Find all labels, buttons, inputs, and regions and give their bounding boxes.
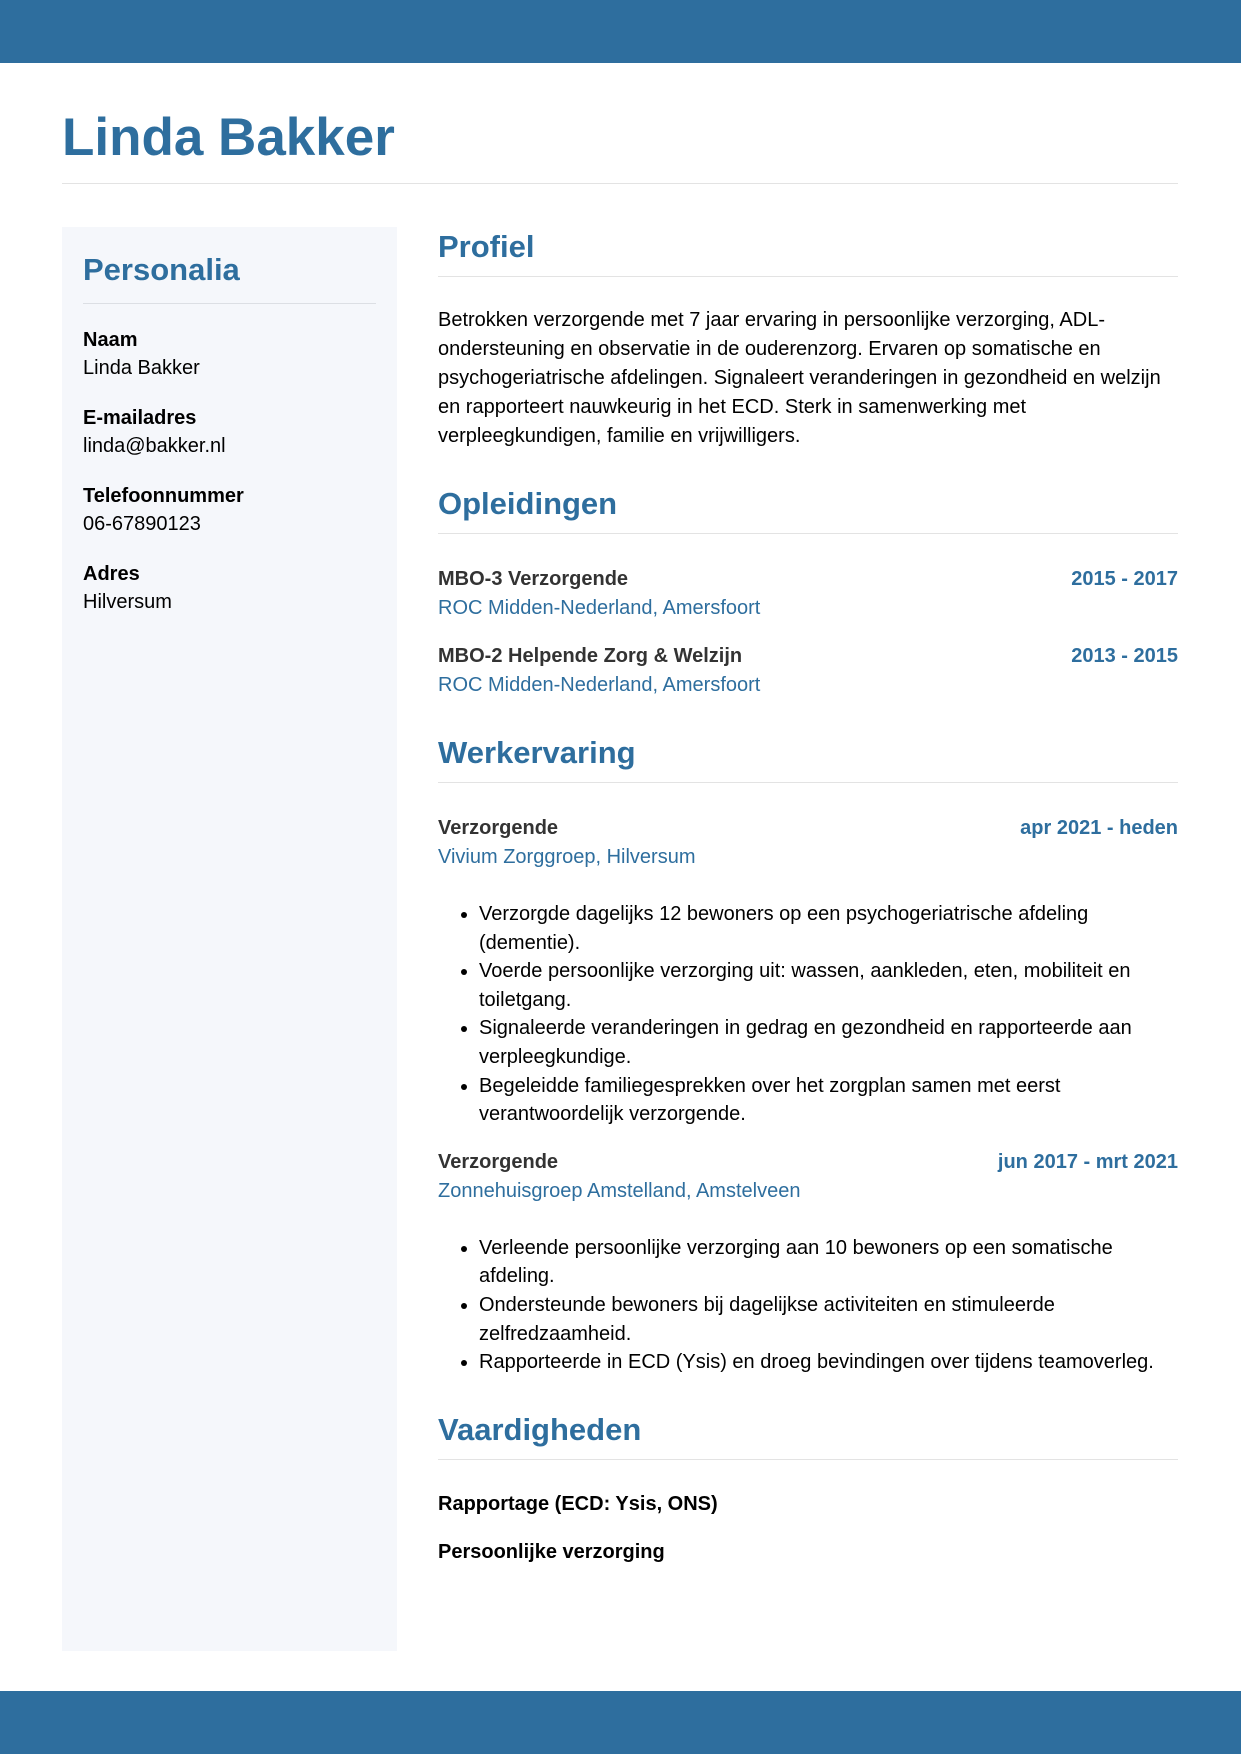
field-value: linda@bakker.nl bbox=[83, 435, 226, 457]
field-value: Hilversum bbox=[83, 591, 172, 613]
field-label: Telefoonnummer bbox=[83, 485, 244, 507]
list-item: • Voerde persoonlijke verzorging uit: wassen, aankleden, eten, mobiliteit en toiletgang. bbox=[479, 957, 1178, 1014]
field-name bbox=[83, 326, 376, 382]
entry-organization: Zonnehuisgroep Amstelland, Amstelveen bbox=[438, 1179, 801, 1202]
experience-entry bbox=[438, 1148, 1178, 1377]
responsibilities-list bbox=[438, 1234, 1178, 1377]
entry-date: 2013 - 2015 bbox=[1071, 645, 1178, 667]
responsibilities-list bbox=[438, 900, 1178, 1129]
entry-organization: ROC Midden-Nederland, Amersfoort bbox=[438, 674, 761, 696]
skill-item: Persoonlijke verzorging bbox=[438, 1540, 665, 1563]
education-section bbox=[438, 484, 1178, 700]
experience-section bbox=[438, 733, 1178, 1377]
entry-date: apr 2021 - heden bbox=[1020, 817, 1178, 839]
experience-entry bbox=[438, 814, 1178, 1129]
sidebar-heading: Personalia bbox=[83, 250, 376, 304]
candidate-name: Linda Bakker bbox=[62, 108, 395, 167]
list-item: • Verleende persoonlijke verzorging aan 10 bewoners op een somatische afdeling. bbox=[479, 1234, 1178, 1291]
education-entry bbox=[438, 642, 1178, 700]
entry-title: Verzorgende bbox=[438, 817, 559, 839]
profile-section bbox=[438, 227, 1178, 451]
field-label: Adres bbox=[83, 563, 140, 585]
entry-date: jun 2017 - mrt 2021 bbox=[997, 1150, 1178, 1173]
list-item: • Verzorgde dagelijks 12 bewoners op een psychogeriatrische afdeling (dementie). bbox=[479, 900, 1178, 957]
field-value: 06-67890123 bbox=[83, 513, 201, 535]
entry-title: Verzorgende bbox=[438, 1150, 559, 1173]
list-item: • Rapporteerde in ECD (Ysis) en droeg bevindingen over tijdens teamoverleg. bbox=[479, 1348, 1178, 1377]
section-heading-profile: Profiel bbox=[438, 227, 1178, 277]
section-heading-skills: Vaardigheden bbox=[438, 1410, 1178, 1460]
field-email bbox=[83, 404, 376, 460]
bottom-color-band bbox=[0, 1691, 1241, 1754]
profile-text: Betrokken verzorgende met 7 jaar ervaring in persoonlijke verzorging, ADL-ondersteuning en observatie in de ouderenzorg. Ervaren op somatische en psychogeriatrische afdelingen. Signaleert veranderingen in gezondheid en welzijn en rapporteert nauwkeurig in het ECD. Sterk in samenwerking met verpleegkundigen, familie en vrijwilligers. bbox=[438, 309, 1161, 447]
main-content bbox=[438, 227, 1178, 1586]
header-divider bbox=[62, 183, 1178, 184]
entry-title: MBO-2 Helpende Zorg & Welzijn bbox=[438, 645, 743, 667]
skills-section bbox=[438, 1410, 1178, 1566]
entry-organization: ROC Midden-Nederland, Amersfoort bbox=[438, 597, 761, 619]
entry-date: 2015 - 2017 bbox=[1071, 568, 1178, 590]
personal-details-sidebar bbox=[62, 227, 397, 1651]
entry-organization: Vivium Zorggroep, Hilversum bbox=[438, 846, 696, 868]
field-phone bbox=[83, 482, 376, 538]
section-heading-experience: Werkervaring bbox=[438, 733, 1178, 783]
skills-list bbox=[438, 1490, 1178, 1566]
top-color-band bbox=[0, 0, 1241, 63]
skill-item: Rapportage (ECD: Ysis, ONS) bbox=[438, 1492, 718, 1515]
list-item: • Ondersteunde bewoners bij dagelijkse activiteiten en stimuleerde zelfredzaamheid. bbox=[479, 1291, 1178, 1348]
education-entry bbox=[438, 565, 1178, 623]
entry-title: MBO-3 Verzorgende bbox=[438, 568, 629, 590]
field-label: Naam bbox=[83, 329, 138, 351]
field-address bbox=[83, 560, 376, 616]
list-item: • Signaleerde veranderingen in gedrag en gezondheid en rapporteerde aan verpleegkundige. bbox=[479, 1014, 1178, 1071]
list-item: • Begeleidde familiegesprekken over het zorgplan samen met eerst verantwoordelijk verzorgende. bbox=[479, 1072, 1178, 1129]
field-label: E-mailadres bbox=[83, 407, 197, 429]
section-heading-education: Opleidingen bbox=[438, 484, 1178, 534]
field-value: Linda Bakker bbox=[83, 357, 200, 379]
